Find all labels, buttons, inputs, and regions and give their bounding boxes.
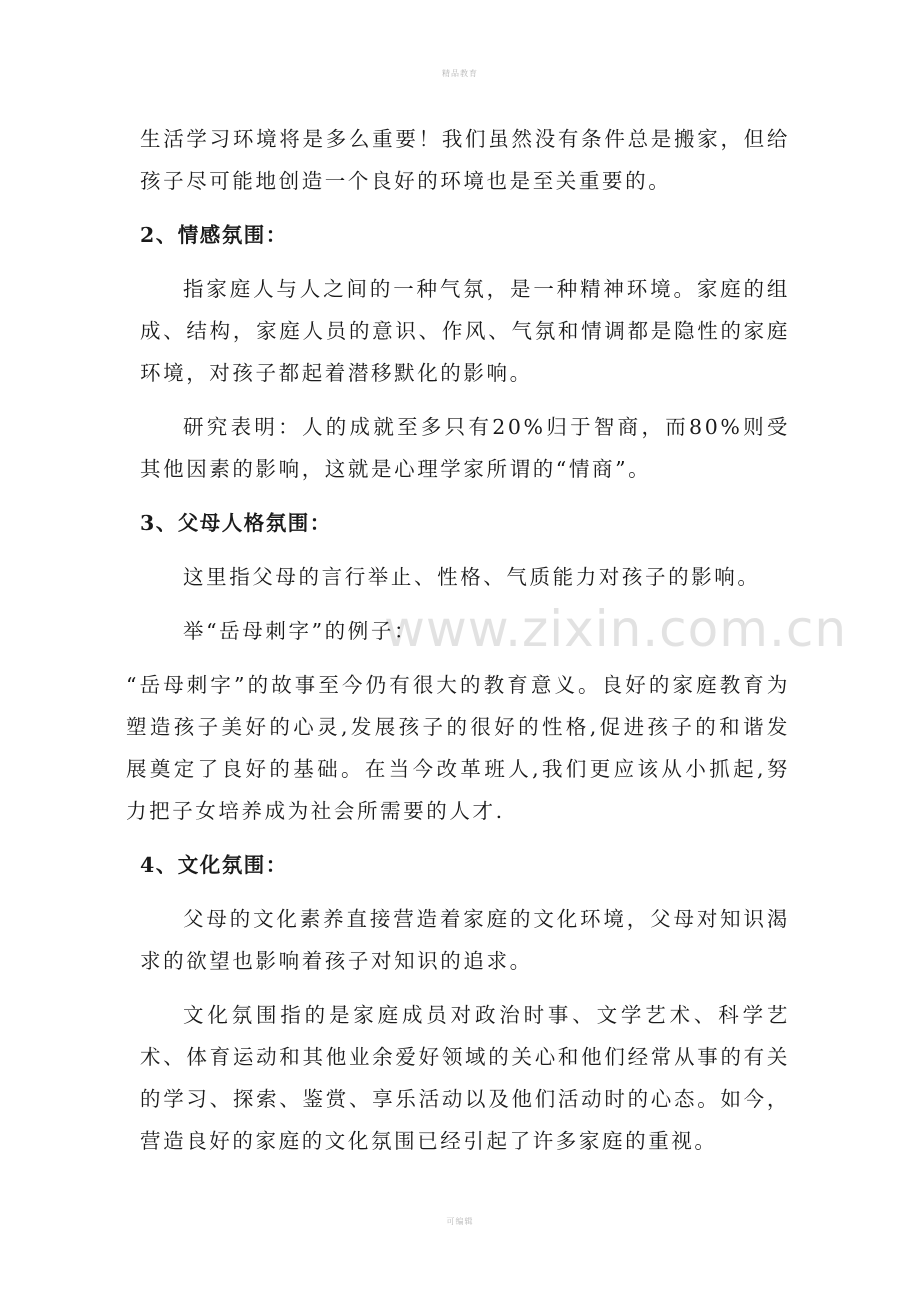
heading-cultural-atmosphere: 4、文化氛围： <box>140 853 288 877</box>
paragraph-emotional-definition: 指家庭人与人之间的一种气氛，是一种精神环境。家庭的组成、结构，家庭人员的意识、作风、气氛和情调都是隐性的家庭环境，对孩子都起着潜移默化的影响。 <box>140 277 790 385</box>
footer-mark: 可编辑 <box>446 1217 474 1226</box>
document-body <box>126 118 790 1174</box>
paragraph-example-intro: 举“岳母刺字”的例子： <box>183 619 418 643</box>
paragraph-cultural-definition: 文化氛围指的是家庭成员对政治时事、文学艺术、科学艺术、体育运动和其他业余爱好领域的关心和他们经常从事的有关的学习、探索、鉴赏、享乐活动以及他们活动时的心态。如今，营造良好的家庭的文化氛围已经引起了许多家庭的重视。 <box>140 1003 790 1153</box>
heading-emotional-atmosphere: 2、情感氛围： <box>140 223 288 247</box>
paragraph-cultural-literacy: 父母的文化素养直接营造着家庭的文化环境，父母对知识渴求的欲望也影响着孩子对知识的追求。 <box>140 907 790 973</box>
paragraph-research: 研究表明：人的成就至多只有20%归于智商，而80%则受其他因素的影响，这就是心理学家所谓的“情商”。 <box>140 415 790 481</box>
heading-parent-personality: 3、父母人格氛围： <box>140 511 332 535</box>
paragraph-example-story: “岳母刺字”的故事至今仍有很大的教育意义。良好的家庭教育为塑造孩子美好的心灵,发展孩子的很好的性格,促进孩子的和谐发展奠定了良好的基础。在当今改革班人,我们更应该从小抓起,努力把子女培养成为社会所需要的人才. <box>126 673 790 823</box>
watermark: www.zixin.com.cn <box>384 600 848 658</box>
header-mark: 精品教育 <box>442 69 478 78</box>
paragraph-parent-influence: 这里指父母的言行举止、性格、气质能力对孩子的影响。 <box>183 565 761 589</box>
paragraph-environment: 生活学习环境将是多么重要！我们虽然没有条件总是搬家，但给孩子尽可能地创造一个良好的环境也是至关重要的。 <box>140 127 790 193</box>
